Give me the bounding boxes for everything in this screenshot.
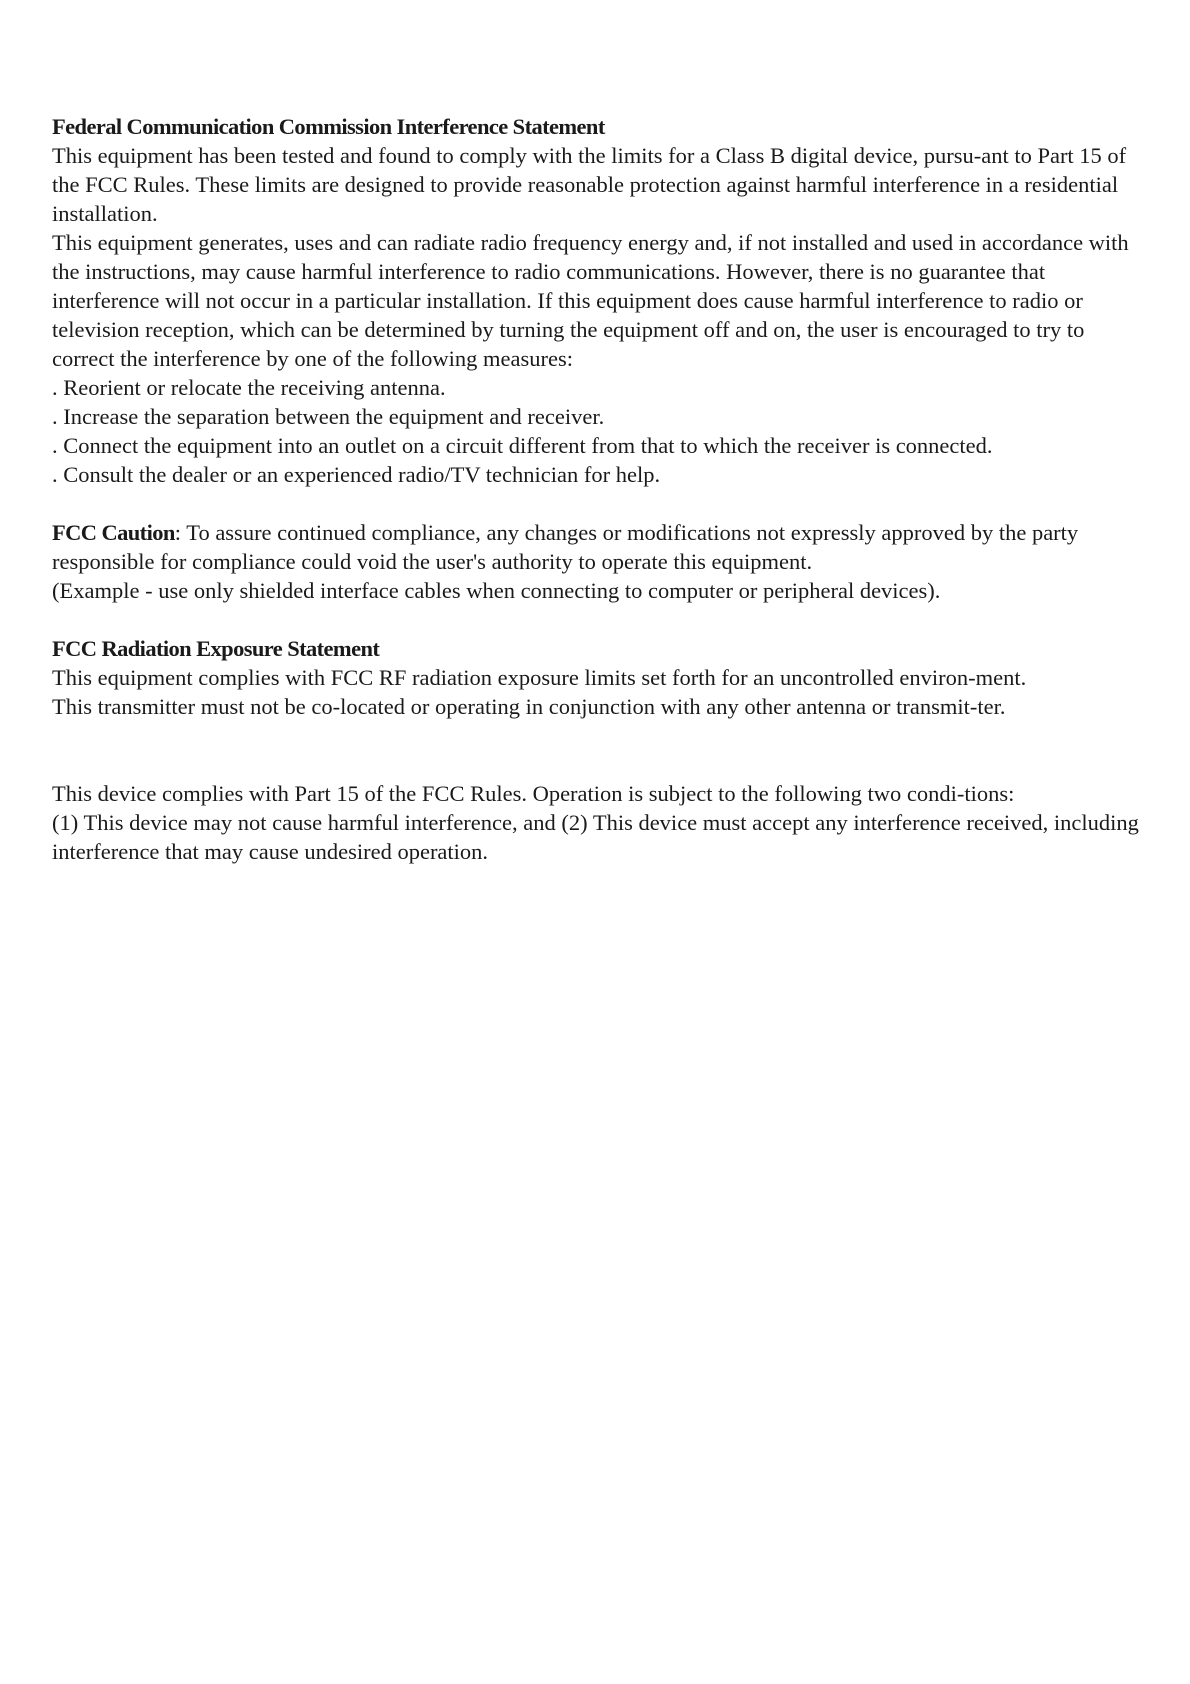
fcc-caution-paragraph: [52, 518, 1152, 576]
rf-energy-paragraph: This equipment generates, uses and can radiate radio frequency energy and, if not installed and used in accordance with the instructions, may cause harmful interference to radio communications. However, there is no guarantee that interference will not occur in a particular installation. If this equipment does cause harmful interference to radio or television reception, which can be determined by turning the equipment off and on, the user is encouraged to try to correct the interference by one of the following measures:: [52, 230, 1129, 371]
radiation-exposure-heading: FCC Radiation Exposure Statement: [52, 636, 380, 661]
corrective-measures-list: [52, 373, 1152, 489]
document-page: [52, 112, 1152, 866]
spacer: [52, 721, 1152, 779]
fcc-caution-label: FCC Caution: [52, 520, 175, 545]
shielded-cables-example: (Example - use only shielded interface cables when connecting to computer or peripheral devices).: [52, 578, 941, 603]
class-b-compliance-paragraph: This equipment has been tested and found to comply with the limits for a Class B digital device, pursu-ant to Part 15 of the FCC Rules. These limits are designed to provide reasonable protection against harmful interference in a residential installation.: [52, 143, 1127, 226]
co-location-paragraph: This transmitter must not be co-located or operating in conjunction with any other antenna or transmit-ter.: [52, 694, 1006, 719]
spacer: [52, 605, 1152, 634]
part15-conditions-paragraph: (1) This device may not cause harmful interference, and (2) This device must accept any interference received, including interference that may cause undesired operation.: [52, 810, 1139, 864]
fcc-caution-text: : To assure continued compliance, any changes or modifications not expressly approved by the party responsible for compliance could void the user's authority to operate this equipment.: [52, 520, 1079, 574]
measure-item: . Increase the separation between the equipment and receiver.: [52, 404, 605, 429]
spacer: [52, 489, 1152, 518]
measure-item: . Connect the equipment into an outlet on a circuit different from that to which the receiver is connected.: [52, 433, 993, 458]
interference-statement-heading: Federal Communication Commission Interference Statement: [52, 114, 605, 139]
rf-exposure-limits-paragraph: This equipment complies with FCC RF radiation exposure limits set forth for an uncontrolled environ-ment.: [52, 665, 1027, 690]
part15-compliance-paragraph: This device complies with Part 15 of the FCC Rules. Operation is subject to the following two condi-tions:: [52, 781, 1015, 806]
measure-item: . Reorient or relocate the receiving antenna.: [52, 375, 446, 400]
measure-item: . Consult the dealer or an experienced radio/TV technician for help.: [52, 462, 661, 487]
